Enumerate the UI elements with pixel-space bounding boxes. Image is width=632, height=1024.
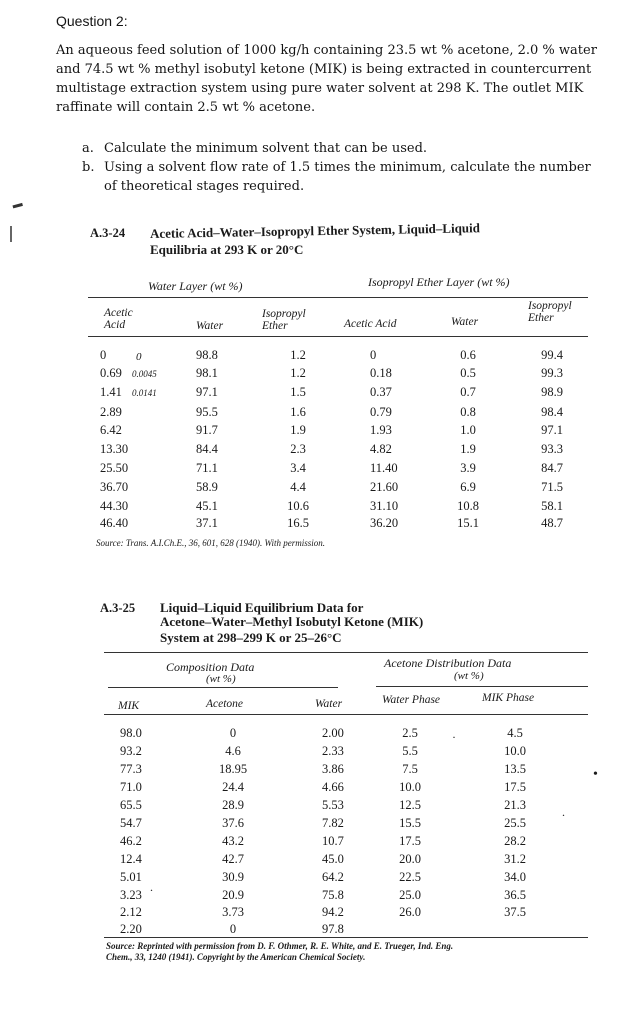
table2-cell: 97.8 [322,922,344,936]
table2-cell: 65.5 [120,798,142,812]
table1-title-line1: Acetic Acid–Water–Isopropyl Ether System, Liquid–Liquid [149,220,481,241]
table1-cell: 98.8 [196,348,218,362]
table1-cell: 0.69 [100,366,122,380]
table2-cell: 4.5 [507,726,523,740]
table2-cell: 3.86 [322,762,344,776]
table1-cell: 1.93 [370,423,392,437]
table1-cell: 36.70 [100,480,129,494]
table2-title-line1: Liquid–Liquid Equilibrium Data for [160,600,364,615]
table2-cell: 10.0 [399,780,421,794]
table1-cell: 71.1 [196,461,218,475]
table2-cell: 15.5 [399,816,421,830]
table2-cell: 77.3 [120,762,142,776]
table1-cell: 11.40 [370,461,398,475]
table2-source-line1: Source: Reprinted with permission from D. F. Othmer, R. E. White, and E. Trueger, Ind. Eng. [106,941,454,951]
table2-cell: 26.0 [399,905,421,919]
part-b [82,158,602,196]
part-b-text: Using a solvent flow rate of 1.5 times the minimum, calculate the number of theoretical stages required. [104,160,591,194]
table1-cell: 95.5 [196,405,218,419]
table1-cell: 58.1 [541,499,563,513]
table1-cell: 1.0 [460,423,476,437]
table2-cell: 0 [229,922,237,936]
table1-cell: 1.9 [460,442,476,456]
table2-cell: 7.5 [402,762,418,776]
table1-rule-header [88,336,588,337]
table1-cell: 98.1 [196,366,218,380]
table2-cell: 98.0 [120,726,142,740]
table1-cell: 4.4 [290,480,306,494]
table1-cell: 98.4 [541,405,563,419]
scan-corner-mark [12,203,25,218]
table2-group-right-line1: Acetone Distribution Data [384,656,512,670]
part-b-label: b. [82,160,95,175]
table2-cell: 54.7 [120,816,142,830]
table1-cell: 0.7 [460,385,476,399]
scan-dot: • [593,767,598,782]
table2-cell: 4.66 [322,780,344,794]
table1-cell: 1.9 [290,423,306,437]
table1-cell: 1.2 [290,366,306,380]
table2-header-mik: MIK [118,700,140,712]
table2-cell: 75.8 [322,888,344,902]
table2-cell: 17.5 [399,834,421,848]
table1-cell: 0.8 [460,405,476,419]
table1-rule-top [88,297,588,298]
table1-cell: 99.4 [541,348,563,362]
table2-cell: 21.3 [504,798,526,812]
table2-rule-group-left [108,687,338,688]
table2-cell: 17.5 [504,780,526,794]
table2-cell: 28.2 [504,834,526,848]
table2-cell: 10.0 [504,744,526,758]
table1-cell: 91.7 [196,423,218,437]
table2-cell: 4.6 [225,744,241,758]
table1-cell: 84.4 [196,442,218,456]
table2-cell: 36.5 [504,888,526,902]
table2-cell: 7.82 [322,816,344,830]
question-title: Question 2: [56,13,128,29]
table2-cell: 5.53 [322,798,344,812]
table1-cell: 58.9 [196,480,218,494]
part-a [82,139,602,158]
table1-source: Source: Trans. A.I.Ch.E., 36, 601, 628 (1940). With permission. [96,538,325,548]
table2-cell: 34.0 [504,870,526,884]
table2-title-line3: System at 298–299 K or 25–26°C [160,630,342,645]
table2-rule-top [104,652,588,653]
table1-cell: 31.10 [370,499,399,513]
table2-cell: 5.01 [120,870,142,884]
table1-cell: 4.82 [370,442,392,456]
table1-header-acetic-acid-left: Acetic Acid [104,307,133,331]
table2-cell: 64.2 [322,870,344,884]
table2-cell: 30.9 [222,870,244,884]
table2-group-right-line2: (wt %) [454,670,484,682]
part-a-label: a. [82,141,94,156]
table1-cell: 0.5 [460,366,476,380]
table1-group-left: Water Layer (wt %) [148,279,243,293]
table2-header-acetone: Acetone [206,698,244,710]
table1-cell: 0 [100,348,107,362]
table1-cell: 2.89 [100,405,122,419]
table2-cell: 10.7 [322,834,344,848]
table1-cell: 97.1 [541,423,563,437]
table1-handwritten-note: 0 [136,351,142,363]
table1-cell: 46.40 [100,516,129,530]
table1-cell: 3.9 [460,461,476,475]
table1-cell: 71.5 [541,480,563,494]
table2-header-water: Water [315,698,343,710]
table2-cell: 20.0 [399,852,421,866]
table2-cell: 3.73 [222,905,244,919]
table2-source-line2: Chem., 33, 1240 (1941). Copyright by the American Chemical Society. [106,952,366,962]
table1-cell: 48.7 [541,516,563,530]
table1-cell: 3.4 [290,461,306,475]
table1-cell: 84.7 [541,461,563,475]
table1-cell: 93.3 [541,442,563,456]
table2-cell: 18.95 [218,762,248,776]
table1-cell: 1.41 [100,385,122,399]
table1-cell: 0 [370,348,377,362]
table1-cell: 6.42 [100,423,122,437]
table2-group-left-line2: (wt %) [206,673,236,685]
table2-cell: 12.5 [399,798,421,812]
table1-cell: 99.3 [541,366,563,380]
scan-dot: . [150,880,153,894]
table1-cell: 16.5 [287,516,309,530]
table1-cell: 45.1 [196,499,218,513]
table1-cell: 37.1 [196,516,218,530]
table2-cell: 5.5 [402,744,418,758]
table1-cell: 2.3 [290,442,306,456]
table1-cell: 98.9 [541,385,563,399]
table1-cell: 44.30 [100,499,129,513]
table1-cell: 15.1 [457,516,479,530]
table1-header-ether-left: Isopropyl Ether [262,308,306,332]
scan-edge-mark [10,226,12,242]
table1-cell: 21.60 [370,480,399,494]
table2-cell: 3.23 [120,888,142,902]
table1-cell: 25.50 [100,461,129,475]
table2-number: A.3-25 [100,601,136,615]
table2-cell: 25.0 [399,888,421,902]
table2-cell: 2.20 [120,922,142,936]
table1-cell: 13.30 [100,442,129,456]
table2-cell: 71.0 [120,780,142,794]
table1-title-line2: Equilibria at 293 K or 20°C [150,242,304,257]
table2-rule-group [376,686,588,687]
table2-cell: 42.7 [222,852,244,866]
table2-cell: 24.4 [222,780,244,794]
table1-cell: 97.1 [196,385,218,399]
table1-header-water-left: Water [196,320,224,332]
table1-header-water-right: Water [451,316,479,328]
table1-header-ether-right: Isopropyl Ether [528,300,572,324]
table1-handwritten-note: 0.0141 [132,388,157,398]
table2-cell: 25.5 [504,816,526,830]
table1-cell: 1.5 [290,385,306,399]
table1-cell: 1.2 [290,348,306,362]
table1-cell: 0.18 [370,366,392,380]
table1-cell: 6.9 [460,480,476,494]
table2-rule-bottom [104,937,588,938]
table1-cell: 0.6 [460,348,476,362]
table1-cell: 1.6 [290,405,306,419]
table2-cell: 43.2 [222,834,244,848]
table1-cell: 10.8 [457,499,479,513]
table1-header-acetic-acid-right: Acetic Acid [344,318,397,330]
question-body: An aqueous feed solution of 1000 kg/h containing 23.5 wt % acetone, 2.0 % water and 74.5 wt % methyl isobutyl ketone (MIK) is being extracted in countercurrent multistage extraction system using pure water solvent at 298 K. The outlet MIK raffinate will contain 2.5 wt % acetone. [56,43,597,115]
table2-header-water-phase: Water Phase [382,694,441,706]
table1-number: A.3-24 [90,226,126,240]
table2-cell: 20.9 [222,888,244,902]
table1-cell: 0.37 [370,385,392,399]
table2-cell: 2.5 [402,726,418,740]
table1-cell: 36.20 [370,516,399,530]
table2-group-left-line1: Composition Data [166,660,255,674]
table2-cell: 28.9 [222,798,244,812]
table1-cell: 10.6 [287,499,309,513]
table1-handwritten-note: 0.0045 [132,369,157,379]
table2-cell: 93.2 [120,744,142,758]
table2-rule-header [104,714,588,715]
table2-cell: 22.5 [399,870,421,884]
table2-cell: 2.33 [322,744,344,758]
table2-cell: 0 [229,726,237,740]
table2-cell: 45.0 [322,852,344,866]
part-a-text: Calculate the minimum solvent that can be used. [104,141,428,156]
table2-cell: 94.2 [322,905,344,919]
scan-dot: . [562,805,565,819]
table2-cell: 2.00 [322,726,344,740]
table2-cell: 12.4 [120,852,142,866]
table1-group-right: Isopropyl Ether Layer (wt %) [368,275,510,289]
table2-cell: 46.2 [120,834,142,848]
table2-cell: 37.5 [504,905,526,919]
table1-cell: 0.79 [370,405,392,419]
table2-cell: 13.5 [504,762,526,776]
table2-cell: 37.6 [222,816,244,830]
scan-dot: · [452,730,456,744]
table2-title-line2: Acetone–Water–Methyl Isobutyl Ketone (MIK) [160,614,424,629]
table2-header-mik-phase: MIK Phase [482,692,535,704]
table2-cell: 31.2 [504,852,526,866]
question-parts [82,139,602,196]
table2-cell: 2.12 [120,905,142,919]
